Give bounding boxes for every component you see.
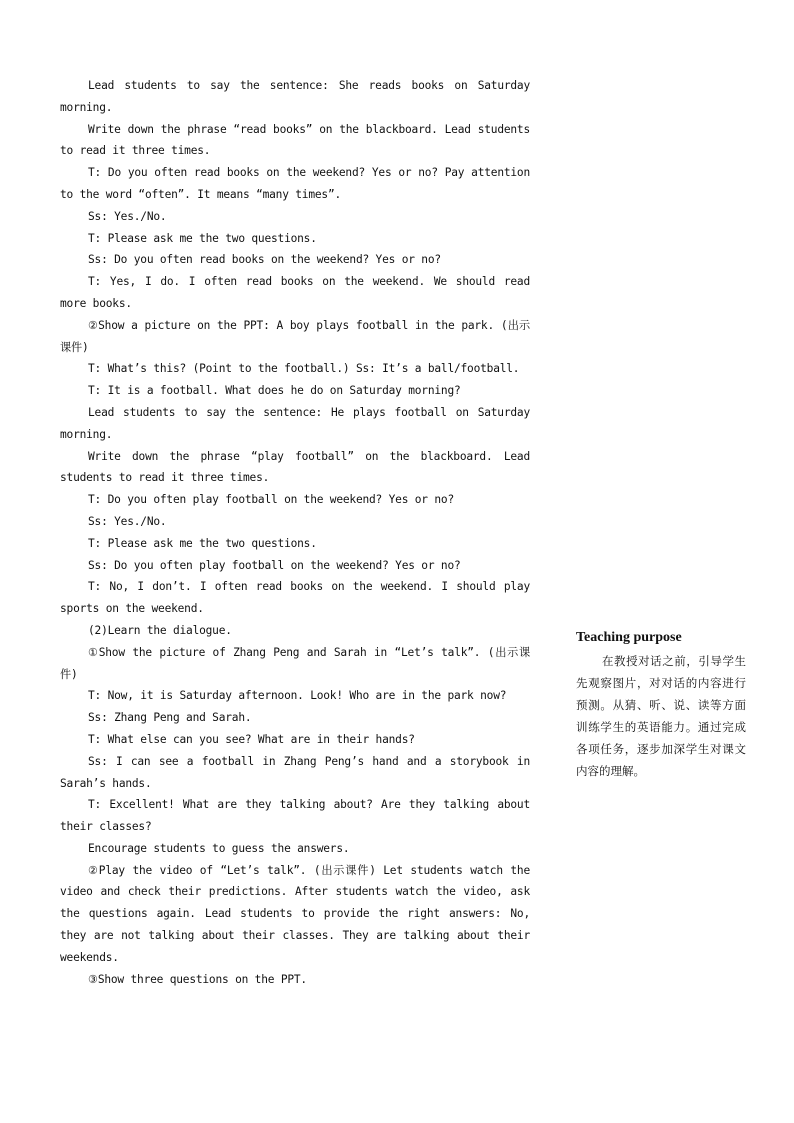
note-title: Teaching purpose (576, 630, 682, 645)
note-body: 在教授对话之前，引导学生先观察图片，对对话的内容进行预测。从猜、听、说、读等方面训练学生的英语能力。通过完成各项任务，逐步加深学生对课文内容的理解。 (576, 654, 746, 778)
paragraph: ②Play the video of “Let’s talk”. (出示课件) Let students watch the video and check their predictions. After students watch the video, ask the questions again. Lead students to provide the right answers: No, they are not talking about their classes. They are talking about their weekends. (60, 863, 530, 964)
paragraph: T: Please ask me the two questions. (88, 536, 317, 550)
paragraph: Write down the phrase “read books” on the blackboard. Lead students to read it three times. (60, 122, 530, 158)
paragraph: ①Show the picture of Zhang Peng and Sarah in “Let’s talk”. (出示课件) (60, 645, 530, 681)
paragraph: T: Please ask me the two questions. (88, 231, 317, 245)
lesson-procedure-text (60, 75, 530, 990)
paragraph: Encourage students to guess the answers. (88, 841, 350, 855)
paragraph: T: What’s this? (Point to the football.) Ss: It’s a ball/football. (88, 362, 520, 376)
paragraph: T: Do you often play football on the weekend? Yes or no? (88, 493, 454, 507)
paragraph: (2)Learn the dialogue. (88, 623, 232, 637)
paragraph: Lead students to say the sentence: She reads books on Saturday morning. (60, 79, 530, 114)
paragraph: T: Yes, I do. I often read books on the weekend. We should read more books. (60, 275, 530, 310)
paragraph: T: Now, it is Saturday afternoon. Look! Who are in the park now? (88, 689, 507, 703)
paragraph: Lead students to say the sentence: He plays football on Saturday morning. (60, 405, 530, 441)
paragraph: ②Show a picture on the PPT: A boy plays football in the park. (出示课件) (60, 318, 530, 354)
paragraph: Ss: Do you often read books on the weekend? Yes or no? (88, 253, 441, 267)
paragraph: Write down the phrase “play football” on the blackboard. Lead students to read it three times. (60, 449, 530, 485)
paragraph: ③Show three questions on the PPT. (88, 972, 307, 986)
paragraph: T: Excellent! What are they talking about? Are they talking about their classes? (60, 798, 530, 834)
paragraph: T: No, I don’t. I often read books on the weekend. I should play sports on the weekend. (60, 580, 530, 616)
paragraph: T: It is a football. What does he do on Saturday morning? (88, 384, 461, 398)
paragraph: Ss: Yes./No. (88, 209, 167, 223)
paragraph: Ss: Zhang Peng and Sarah. (88, 711, 252, 725)
paragraph: T: What else can you see? What are in their hands? (88, 732, 415, 746)
paragraph: T: Do you often read books on the weekend? Yes or no? Pay attention to the word “often”. It means “many times”. (60, 166, 530, 201)
paragraph: Ss: I can see a football in Zhang Peng’s hand and a storybook in Sarah’s hands. (60, 754, 530, 790)
teaching-purpose-note (576, 628, 746, 782)
paragraph: Ss: Yes./No. (88, 514, 167, 528)
paragraph: Ss: Do you often play football on the weekend? Yes or no? (88, 558, 461, 572)
